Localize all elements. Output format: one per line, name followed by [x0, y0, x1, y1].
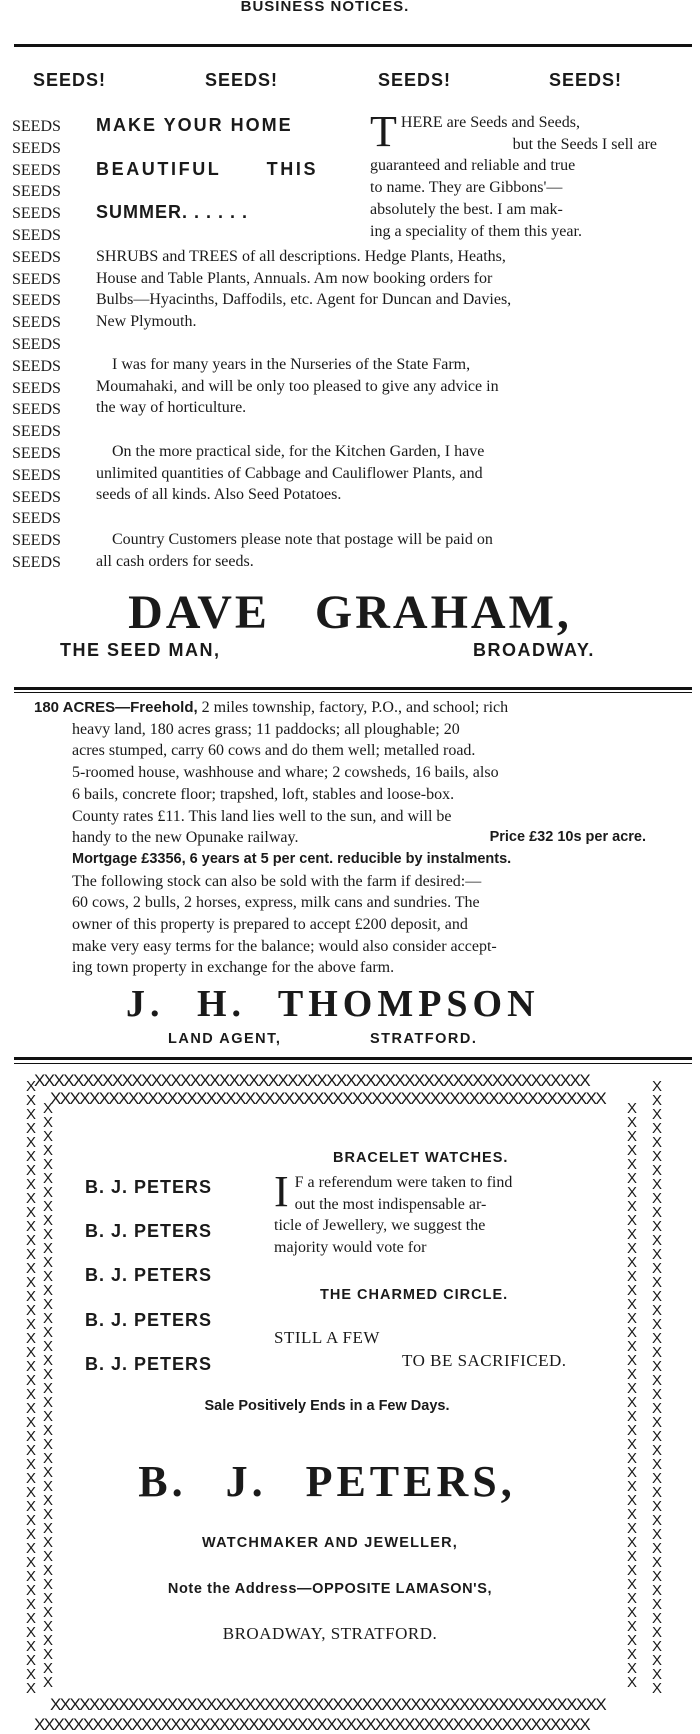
seed-body-paragraph: [96, 246, 658, 333]
farm-stock-line: The following stock can also be sold with the farm if desired:—: [72, 872, 482, 890]
peters-repeat-2: B. J. PETERS: [85, 1221, 213, 1241]
seeds-side-word: SEEDS: [12, 226, 61, 244]
seeds-side-word: SEEDS: [12, 248, 61, 266]
farm-railway-text: handy to the new Opunake railway.: [72, 829, 299, 847]
seed-country-paragraph: [96, 529, 658, 572]
seeds-side-word: SEEDS: [12, 292, 61, 310]
farm-line: acres stumped, carry 60 cows and do them well; metalled road.: [72, 742, 476, 760]
headline-line-3: SUMMER. . . . . .: [96, 202, 249, 222]
farm-agent-right: STRATFORD.: [370, 1031, 478, 1047]
farm-line: 5-roomed house, washhouse and whare; 2 cowsheds, 16 bails, also: [72, 764, 499, 782]
intro-line: guaranteed and reliable and true: [370, 157, 576, 175]
seeds-side-word: SEEDS: [12, 161, 61, 179]
seeds-side-word: SEEDS: [12, 118, 61, 135]
intro-line: but the Seeds I sell are: [512, 135, 657, 153]
seeds-side-word: SEEDS: [12, 314, 61, 332]
experience-line: the way of horticulture.: [96, 399, 247, 417]
section-title: BUSINESS NOTICES.: [240, 0, 410, 15]
border-x-top-outer: XXXXXXXXXXXXXXXXXXXXXXXXXXXXXXXXXXXXXXXXXXXXXXXXXXXXXXXXX: [34, 1072, 590, 1089]
seed-intro-dropcap: T: [370, 107, 397, 156]
seed-tagline-left: THE SEED MAN,: [60, 640, 221, 660]
section-rule: [14, 687, 692, 690]
farm-paragraph: [34, 697, 646, 719]
body-line: House and Table Plants, Annuals. Am now booking orders for: [96, 269, 493, 287]
watch-still: STILL A FEW: [274, 1328, 380, 1347]
seeds-side-word: SEEDS: [12, 510, 61, 528]
farm-agent-left: LAND AGENT,: [168, 1031, 282, 1047]
watch-dropcap: I: [274, 1167, 289, 1216]
seeds-side-word: SEEDS: [12, 401, 61, 419]
seeds-banner-1: SEEDS!: [33, 70, 107, 90]
watch-line: ticle of Jewellery, we suggest the: [274, 1217, 486, 1235]
farm-price: Price £32 10s per acre.: [489, 829, 646, 846]
watch-charmed: THE CHARMED CIRCLE.: [320, 1287, 509, 1303]
farm-stock-line: owner of this property is prepared to accept £200 deposit, and: [72, 916, 468, 934]
body-line: New Plymouth.: [96, 313, 197, 331]
body-line: SHRUBS and TREES of all descriptions. Hedge Plants, Heaths,: [96, 248, 506, 265]
practical-line: On the more practical side, for the Kitchen Garden, I have: [112, 443, 485, 460]
seed-practical-paragraph: [96, 441, 658, 506]
watch-heading: BRACELET WATCHES.: [333, 1150, 509, 1166]
farm-lead: 180 ACRES—Freehold,: [34, 699, 198, 716]
country-line: Country Customers please note that postage will be paid on: [112, 531, 493, 548]
practical-line: unlimited quantities of Cabbage and Cauliflower Plants, and: [96, 464, 483, 482]
watch-paragraph: [274, 1167, 598, 1259]
farm-line-with-price: [72, 827, 646, 849]
experience-line: Moumahaki, and will be only too pleased to give any advice in: [96, 377, 499, 395]
intro-line: HERE are Seeds and Seeds,: [400, 114, 580, 131]
seeds-side-word: SEEDS: [12, 379, 61, 397]
farm-line: 6 bails, concrete floor; trapshed, loft, stables and loose-box.: [72, 785, 455, 803]
watch-sale: Sale Positively Ends in a Few Days.: [204, 1398, 450, 1414]
seeds-side-word: SEEDS: [12, 205, 61, 223]
seed-experience-paragraph: [96, 354, 658, 419]
section-rule-thin: [14, 1063, 692, 1064]
farm-mortgage: Mortgage £3356, 6 years at 5 per cent. reducible by instalments.: [72, 850, 512, 867]
intro-line: ing a speciality of them this year.: [370, 222, 582, 240]
seed-tagline-right: BROADWAY.: [473, 640, 595, 660]
seeds-side-word: SEEDS: [12, 183, 61, 201]
farm-first-line: [34, 697, 646, 719]
section-rule: [14, 1057, 692, 1060]
experience-line: I was for many years in the Nurseries of the State Farm,: [112, 356, 471, 373]
farm-stock-line: make very easy terms for the balance; would also consider accept-: [72, 937, 497, 955]
peters-repeat-4: B. J. PETERS: [85, 1310, 213, 1330]
border-x-bottom-inner: XXXXXXXXXXXXXXXXXXXXXXXXXXXXXXXXXXXXXXXXXXXXXXXXXXXXXXXXX: [50, 1696, 606, 1713]
seeds-banner-4: SEEDS!: [549, 70, 623, 90]
country-line: all cash orders for seeds.: [96, 552, 254, 570]
farm-stock-line: 60 cows, 2 bulls, 2 horses, express, milk cans and sundries. The: [72, 894, 480, 912]
border-x-right-outer: X X X X X X X X X X X X X X X X X X X X X X X X X X X X X X X X X X X X X X X X X X X X: [651, 1080, 662, 1697]
seeds-side-word: SEEDS: [12, 139, 61, 157]
watch-address: BROADWAY, STRATFORD.: [222, 1624, 438, 1643]
farm-first-line-rest: 2 miles township, factory, P.O., and school; rich: [201, 699, 509, 716]
peters-repeat-5: B. J. PETERS: [85, 1354, 213, 1374]
seeds-side-column: [12, 116, 61, 574]
farm-line: County rates £11. This land lies well to the sun, and will be: [72, 807, 452, 825]
seeds-side-word: SEEDS: [12, 423, 61, 441]
seed-intro-paragraph: [370, 107, 657, 242]
seeds-side-word: SEEDS: [12, 357, 61, 375]
farm-agent-name: J. H. THOMPSON: [126, 983, 540, 1025]
body-line: Bulbs—Hyacinths, Daffodils, etc. Agent for Duncan and Davies,: [96, 291, 512, 309]
practical-line: seeds of all kinds. Also Seed Potatoes.: [96, 486, 342, 504]
seeds-side-word: SEEDS: [12, 532, 61, 550]
seeds-side-word: SEEDS: [12, 270, 61, 288]
headline-line-1: MAKE YOUR HOME: [96, 115, 293, 135]
section-rule-thin: [14, 692, 692, 693]
farm-stock-line: ing town property in exchange for the above farm.: [72, 959, 395, 977]
headline-line-2: BEAUTIFUL THIS: [96, 159, 319, 179]
peters-repeat-3: B. J. PETERS: [85, 1265, 213, 1285]
seeds-side-word: SEEDS: [12, 488, 61, 506]
watch-sacrificed: TO BE SACRIFICED.: [402, 1351, 567, 1370]
border-x-left-inner: X X X X X X X X X X X X X X X X X X X X X X X X X X X X X X X X X X X X X X X X X X: [42, 1102, 53, 1691]
border-x-bottom-outer: XXXXXXXXXXXXXXXXXXXXXXXXXXXXXXXXXXXXXXXXXXXXXXXXXXXXXXXXX: [34, 1716, 590, 1733]
watch-trade: WATCHMAKER AND JEWELLER,: [202, 1535, 458, 1551]
farm-line: heavy land, 180 acres grass; 11 paddocks; all ploughable; 20: [72, 720, 460, 738]
watch-advertiser-name: B. J. PETERS,: [138, 1457, 516, 1506]
watch-line: majority would vote for: [274, 1239, 427, 1257]
seed-advertiser-name: DAVE GRAHAM,: [128, 586, 572, 639]
border-x-right-inner: X X X X X X X X X X X X X X X X X X X X X X X X X X X X X X X X X X X X X X X X X X: [626, 1102, 637, 1691]
intro-line: absolutely the best. I am mak-: [370, 200, 563, 218]
border-x-top-inner: XXXXXXXXXXXXXXXXXXXXXXXXXXXXXXXXXXXXXXXXXXXXXXXXXXXXXXXXX: [50, 1090, 606, 1107]
seeds-banner-3: SEEDS!: [378, 70, 452, 90]
seeds-side-word: SEEDS: [12, 466, 61, 484]
peters-repeat-1: B. J. PETERS: [85, 1177, 213, 1197]
watch-line: out the most indispensable ar-: [294, 1195, 487, 1213]
seeds-side-word: SEEDS: [12, 553, 61, 571]
intro-line: to name. They are Gibbons'—: [370, 179, 563, 197]
header-rule: [14, 44, 692, 47]
seeds-side-word: SEEDS: [12, 444, 61, 462]
seeds-side-word: SEEDS: [12, 335, 61, 353]
border-x-left-outer: X X X X X X X X X X X X X X X X X X X X X X X X X X X X X X X X X X X X X X X X X X X X: [25, 1080, 36, 1697]
watch-address-note: Note the Address—OPPOSITE LAMASON'S,: [167, 1581, 493, 1597]
farm-body: [72, 719, 646, 979]
seeds-banner-2: SEEDS!: [205, 70, 279, 90]
watch-line: F a referendum were taken to find: [294, 1174, 513, 1191]
